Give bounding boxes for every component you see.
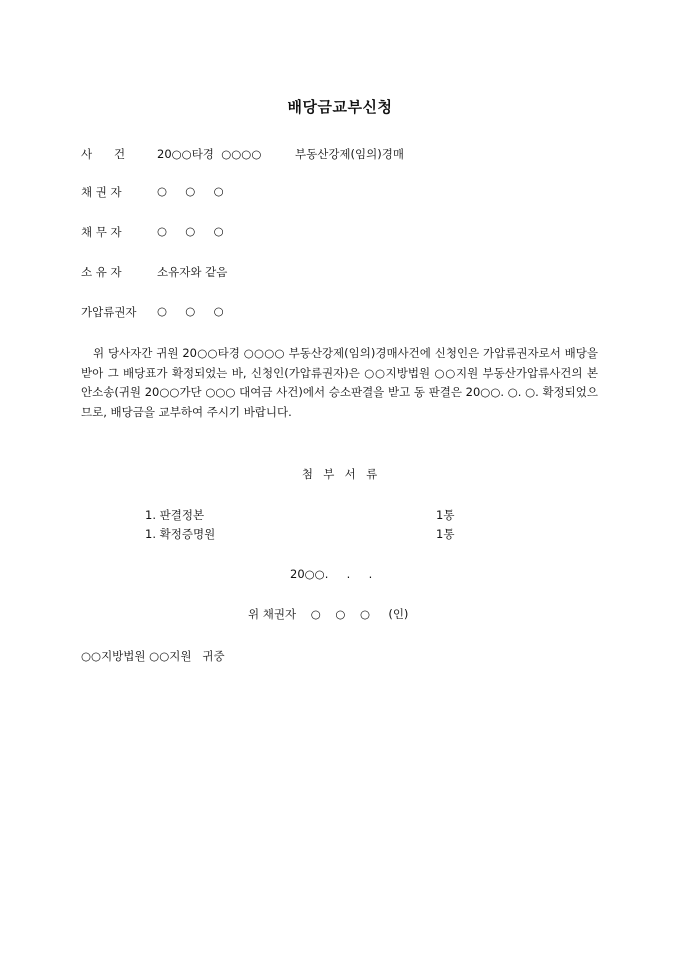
application-body: 위 당사자간 귀원 20○○타경 ○○○○ 부동산강제(임의)경매사건에 신청인은 가압류권자로서 배당을 받아 그 배당표가 확정되었는 바, 신청인(가압류권자)은 ○○지방법원 ○○지원 부동산가압류사건의 본안소송(귀원 20○○가단 ○○○ 대여금 사건)에서 승소판결을 받고 동 판결은 20○○. ○. ○. 확정되었으므로, 배당금을 교부하여 주시기 바랍니다. bbox=[81, 346, 598, 419]
debtor-value: ○ ○ ○ bbox=[157, 224, 224, 238]
provisional-creditor-label: 가압류권자 bbox=[81, 305, 137, 319]
owner-label: 소 유 자 bbox=[81, 265, 122, 279]
attachment-count-2: 1통 bbox=[436, 527, 455, 541]
attachments-heading: 첨 부 서 류 bbox=[301, 467, 379, 481]
creditor-label: 채 권 자 bbox=[81, 185, 122, 199]
attachment-item-1: 1. 판결정본 bbox=[145, 508, 205, 522]
court-addressee: ○○지방법원 ○○지원 귀중 bbox=[81, 649, 225, 663]
debtor-label: 채 무 자 bbox=[81, 225, 122, 239]
case-type: 부동산강제(임의)경매 bbox=[295, 147, 404, 161]
application-date: 20○○. . . bbox=[290, 567, 373, 581]
document-title: 배당금교부신청 bbox=[287, 98, 393, 116]
case-number: 20○○타경 ○○○○ bbox=[157, 147, 262, 161]
attachment-count-1: 1통 bbox=[436, 508, 455, 522]
attachment-item-2: 1. 확정증명원 bbox=[145, 527, 216, 541]
provisional-creditor-value: ○ ○ ○ bbox=[157, 304, 224, 318]
owner-value: 소유자와 같음 bbox=[157, 265, 228, 279]
signature-line: 위 채권자 ○ ○ ○ (인) bbox=[248, 607, 409, 621]
case-label: 사 건 bbox=[81, 147, 126, 161]
creditor-value: ○ ○ ○ bbox=[157, 184, 224, 198]
